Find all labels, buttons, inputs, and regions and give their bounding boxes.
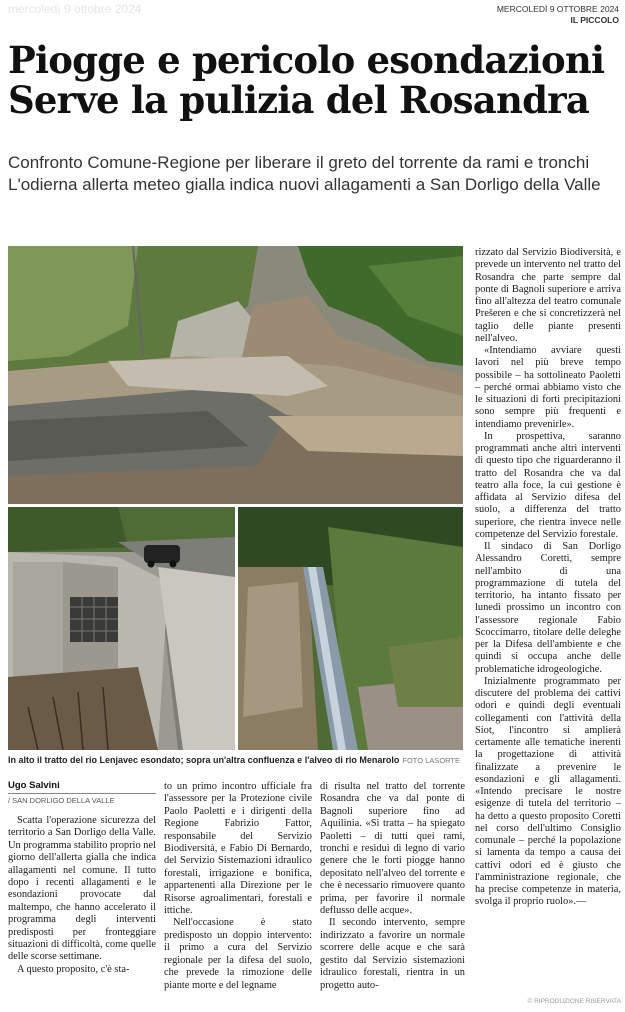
- paragraph: Nell'occasione è stato predisposto un doppio intervento: il primo a cura del Servizio regionale per la difesa del suolo, che prevede la rimozione delle piante morte e del legname: [164, 917, 312, 991]
- photo-credit: FOTO LASORTE: [402, 756, 461, 765]
- caption-text: In alto il tratto del rio Lenjavec esondato; sopra un'altra confluenza e l'alveo di rio Menarolo: [8, 755, 400, 765]
- paragraph: Il sindaco di San Dorligo Alessandro Coretti, sempre nell'ambito di una programmazione di tutela del territorio, ha intanto fissato per lunedì prossimo un incontro con l'assessore regionale Fabio Scoccimarro, titolare delle deleghe per la Difesa dell'ambiente e che quindi si occupa anche delle problematiche idrogeologiche.: [475, 541, 621, 675]
- paragraph: «Intendiamo avviare questi lavori nel più breve tempo possibile – ha sottolineato Paoletti – perché ormai abbiamo visto che le situazioni di forti precipitazioni sono sempre più frequenti e intendiamo prevenirle».: [475, 345, 621, 430]
- byline-location: / SAN DORLIGO DELLA VALLE: [8, 796, 115, 805]
- article-column-1: [8, 815, 156, 976]
- author-name: Ugo Salvini: [8, 780, 156, 794]
- photo-rio-menarolo: [238, 507, 463, 750]
- newspaper-name: IL PICCOLO: [570, 15, 619, 25]
- byline: [8, 780, 156, 805]
- subheadline: [8, 152, 622, 196]
- photo-caption: [8, 755, 468, 765]
- paragraph: In prospettiva, saranno programmati anche altri interventi di questo tipo che riguarderanno il tratto del Rosandra che va dal teatro alla foce, la cui gestione è affidata al Servizio difesa del suolo, a differenza del tratto superiore, che rientra invece nelle competenze del Servizio forestale.: [475, 430, 621, 540]
- subheadline-line-2: L'odierna allerta meteo gialla indica nuovi allagamenti a San Dorligo della Valle: [8, 175, 601, 194]
- paragraph: Inizialmente programmato per discutere del problema dei cattivi odori e quindi degli eventuali collegamenti con l'attività della Siot, l'incontro si amplierà certamente alle tematiche inerenti la progettazione di attività finalizzate a prevenire le esondazioni e gli allagamenti. «Intendo precisare le nostre esigenze di tutela del territorio – ha detto a questo proposito Coretti nel corso dell'ultimo Consiglio comunale – perché la popolazione si lamenta da tempo a causa dei cattivi odori ed è giusto che l'amministrazione regionale, che ha precise competenze in materia, svolga il proprio ruolo».—: [475, 675, 621, 908]
- ghost-header-text: mercoledì 9 ottobre 2024: [8, 2, 142, 16]
- paragraph: Il secondo intervento, sempre indirizzato a favorire un normale scorrere delle acque e che sarà gestito dal Servizio sistemazioni idraulico forestali, rientra in un progetto auto-: [320, 917, 465, 991]
- headline-line-1: Piogge e pericolo esondazioni: [8, 38, 605, 82]
- article-column-4: [475, 247, 621, 909]
- paragraph: rizzato dal Servizio Biodiversità, e prevede un intervento nel tratto del Rosandra che parte sempre dal ponte di Bagnoli superiore e arriva fino all'altezza del teatro comunale Prešeren e che si concretizzerà nel taglio delle piante presenti nell'alveo.: [475, 247, 621, 344]
- photo-channel-confluence: [8, 507, 235, 750]
- article-column-2: [164, 781, 312, 992]
- paragraph: to un primo incontro ufficiale fra l'assessore per la Protezione civile Paolo Paoletti e i dirigenti della Regione Fabrizio Fattor, responsabile del Servizio Biodiversità, e Fabio Di Bernardo, del Servizio Sistemazioni idraulico forestali, irrigazione e bonifica, appartenenti alla Direzione per le Risorse agroalimentari, forestali e ittiche.: [164, 781, 312, 917]
- article-column-3: [320, 781, 465, 992]
- dateline: [497, 4, 619, 26]
- subheadline-line-1: Confronto Comune-Regione per liberare il greto del torrente da rami e tronchi: [8, 153, 590, 172]
- headline: [8, 40, 620, 120]
- copyright-notice: © RIPRODUZIONE RISERVATA: [527, 998, 621, 1005]
- publication-date: MERCOLEDÌ 9 OTTOBRE 2024: [496, 4, 619, 14]
- photo-flooded-stream: [8, 246, 463, 504]
- paragraph: A questo proposito, c'è sta-: [17, 963, 130, 975]
- paragraph: Scatta l'operazione sicurezza del territorio a San Dorligo della Valle. Un programma stabilito proprio nel giorno dell'allerta gialla che indica allagamenti nel comune. Il tutto dopo i recenti allagamenti e le esondazioni provocate dal maltempo, che hanno accelerato il programma degli interventi predisposti per fronteggiare situazioni di difficoltà, come quelle delle scorse settimane.: [8, 815, 156, 963]
- headline-line-2: Serve la pulizia del Rosandra: [8, 78, 590, 122]
- paragraph: di risulta nel tratto del torrente Rosandra che va dal ponte di Bagnoli superiore fino ad Aquilinia. «Si tratta – ha spiegato Paoletti – di tutti quei rami, tronchi e residui di legno di vario genere che le forti piogge hanno depositato nell'alveo del torrente e che è necessario rimuovere quanto prima, per favorire il normale deflusso delle acque».: [320, 781, 465, 917]
